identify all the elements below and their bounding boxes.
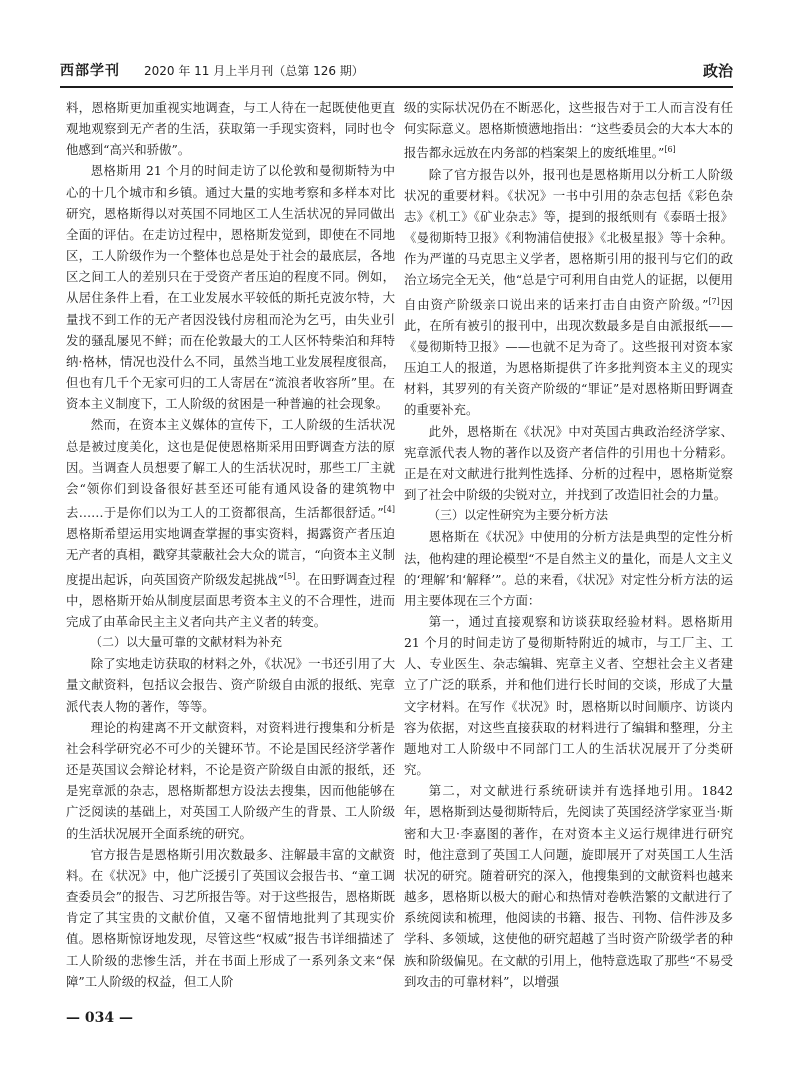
paragraph: 恩格斯用 21 个月的时间走访了以伦敦和曼彻斯特为中心的十几个城市和乡镇。通过大量的实地考察和多样本对比研究，恩格斯得以对英国不同地区工人生活状况的异同做出全面的评估。在走访过程中，恩格斯发觉到，即使在不同地区，工人阶级作为一个整体也总是处于社会的最底层，各地区之间工人的差别只在于受资产者压迫的程度不同。例如，从居住条件上看，在工业发展水平较低的斯托克波尔特，大量找不到工作的无产者因没钱付房租而沦为乞丐，由失业引发的骚乱屡见不鲜；而在伦敦最大的工人区怀特柴泊和拜特纳·格林，情况也没什么不同，虽然当地工业发展程度很高，但也有几千个无家可归的工人寄居在“流浪者收容所”里。在资本主义制度下，工人阶级的贫困是一种普遍的社会现象。 bbox=[66, 163, 395, 412]
paragraph: 料，恩格斯更加重视实地调查，与工人待在一起既使他更直观地观察到无产者的生活，获取第一手现实资料，同时也令他感到“高兴和骄傲”。 bbox=[66, 100, 395, 158]
citation-ref: [4] bbox=[383, 504, 395, 514]
page-number: — 034 — bbox=[66, 1010, 133, 1026]
paragraph: 除了官方报告以外，报刊也是恩格斯用以分析工人阶级状况的重要材料。《状况》一书中引用的杂志包括《彩色杂志》《机工》《矿业杂志》等，提到的报纸则有《泰晤士报》《曼彻斯特卫报》《利物浦信使报》《北极星报》等十余种。作为严谨的马克思主义学者，恩格斯引用的报刊与它们的政治立场完全无关，他“总是宁可利用自由党人的证据，以便用自由资产阶级亲口说出来的话来打击自由资产阶级。”[7]因此，在所有被引的报刊中，出现次数最多是自由派报纸——《曼彻斯特卫报》——也就不足为奇了。这些报刊对资本家压迫工人的报道，为恩格斯提供了许多批判资本主义的现实材料，其罗列的有关资产阶级的“罪证”是对恩格斯田野调查的重要补充。 bbox=[404, 166, 733, 418]
left-column bbox=[66, 97, 395, 992]
paragraph: 然而，在资本主义媒体的宣传下，工人阶级的生活状况总是被过度美化，这也是促使恩格斯采用田野调查方法的原因。当调查人员想要了解工人的生活状况时，那些工厂主就会“领你们到设备很好甚至还可能有通风设备的建筑物中去……于是你们以为工人的工资都很高，生活都很舒适。”[4]恩格斯希望运用实地调查掌握的事实资料，揭露资产者压迫无产者的真相，戳穿其蒙蔽社会大众的谎言，“向资本主义制度提出起诉，向英国资产阶级发起挑战”[5]。在田野调查过程中，恩格斯开始从制度层面思考资本主义的不合理性，进而完成了由革命民主主义者向共产主义者的转变。 bbox=[66, 417, 395, 629]
paragraph: 官方报告是恩格斯引用次数最多、注解最丰富的文献资料。在《状况》中，他广泛援引了英国议会报告书、“童工调查委员会”的报告、习艺所报告等。对于这些报告，恩格斯既肯定了其宝贵的文献价值，又毫不留情地批判了其现实价值。恩格斯惊讶地发现，尽管这些“权威”报告书详细描述了工人阶级的悲惨生活，并在书面上形成了一系列条文来“保障”工人阶级的权益，但工人阶 bbox=[66, 846, 395, 989]
paragraph: 此外，恩格斯在《状况》中对英国古典政治经济学家、宪章派代表人物的著作以及资产者信件的引用也十分精彩。正是在对文献进行批判性选择、分析的过程中，恩格斯觉察到了社会中阶级的尖锐对立，并找到了改造旧社会的力量。 bbox=[404, 423, 733, 503]
citation-ref: [5] bbox=[284, 571, 296, 581]
journal-logo: 西部学刊 bbox=[60, 63, 120, 79]
paragraph: 级的实际状况仍在不断恶化，这些报告对于工人而言没有任何实际意义。恩格斯愤懑地指出：“这些委员会的大本大本的报告都永远放在内务部的档案架上的废纸堆里。”[6] bbox=[404, 100, 733, 161]
paragraph: 第二，对文献进行系统研读并有选择地引用。1842 年，恩格斯到达曼彻斯特后，先阅读了英国经济学家亚当·斯密和大卫·李嘉图的著作，在对资本主义运行规律进行研究时，他注意到了英国工人问题，旋即展开了对英国工人生活状况的研究。随着研究的深入，他搜集到的文献资料也越来越多，恩格斯以极大的耐心和热情对卷帙浩繁的文献进行了系统阅读和梳理，他阅读的书籍、报告、刊物、信件涉及多学科、多领域，这使他的研究超越了当时资产阶级学者的种族和阶级偏见。在文献的引用上，他特意选取了那些“不易受到攻击的可靠材料”，以增强 bbox=[404, 783, 733, 989]
page-header bbox=[60, 56, 733, 84]
right-column bbox=[404, 97, 733, 992]
citation-ref: [7] bbox=[708, 296, 720, 306]
paragraph: 理论的构建离不开文献资料，对资料进行搜集和分析是社会科学研究必不可少的关键环节。不论是国民经济学著作还是英国议会辩论材料，不论是资产阶级自由派的报纸，还是宪章派的杂志，恩格斯都想方设法去搜集，因而他能够在广泛阅读的基础上，对英国工人阶级产生的背景、工人阶级的生活状况展开全面系统的研究。 bbox=[66, 719, 395, 841]
section-heading: （三）以定性研究为主要分析方法 bbox=[428, 508, 609, 523]
paragraph: 第一，通过直接观察和访谈获取经验材料。恩格斯用 21 个月的时间走访了曼彻斯特附近的城市，与工厂主、工人、专业医生、杂志编辑、宪章主义者、空想社会主义者建立了广泛的联系，并和他们进行长时间的交谈，形成了大量文字材料。在写作《状况》时，恩格斯以时间顺序、访谈内容为依据，对这些直接获取的材料进行了编辑和整理，分主题地对工人阶级中不同部门工人的生活状况展开了分类研究。 bbox=[404, 614, 733, 778]
header-rule bbox=[60, 86, 733, 88]
citation-ref: [6] bbox=[664, 145, 676, 155]
issue-info: 2020 年 11 月上半月刊（总第 126 期） bbox=[144, 64, 364, 78]
section-heading: （二）以大量可靠的文献材料为补充 bbox=[90, 635, 283, 650]
paragraph: 恩格斯在《状况》中使用的分析方法是典型的定性分析法，他构建的理论模型“不是自然主义的量化，而是人文主义的‘理解’和‘解释’”。总的来看，《状况》对定性分析方法的运用主要体现在三个方面： bbox=[404, 529, 733, 608]
section-title: 政治 bbox=[702, 62, 733, 80]
paragraph: 除了实地走访获取的材料之外，《状况》一书还引用了大量文献资料，包括议会报告、资产阶级自由派的报纸、宪章派代表人物的著作，等等。 bbox=[66, 656, 395, 714]
